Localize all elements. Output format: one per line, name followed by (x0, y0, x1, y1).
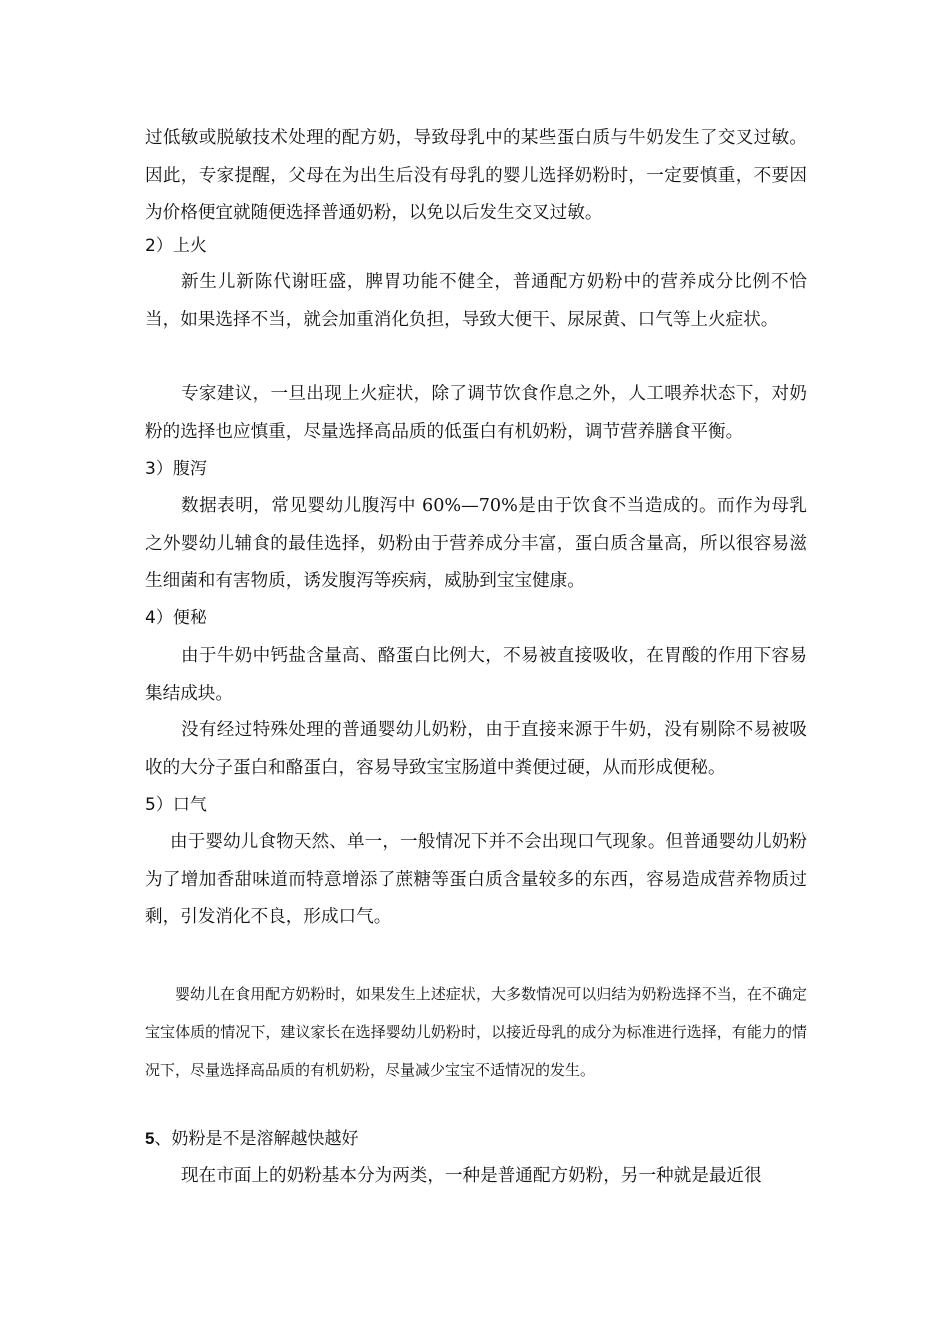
heading-breath: 5）口气 (145, 795, 207, 815)
heading-diarrhea: 3）腹泻 (145, 459, 207, 479)
heading-constipation: 4）便秘 (145, 608, 207, 628)
constipation-paragraph-2: 没有经过特殊处理的普通婴幼儿奶粉，由于直接来源于牛奶，没有剔除不易被吸收的大分子蛋白和酪蛋白，容易导致宝宝肠道中粪便过硬，从而形成便秘。 (145, 720, 807, 778)
section-heading (145, 1124, 358, 1154)
diarrhea-paragraph: 数据表明，常见婴幼儿腹泻中 60%—70%是由于饮食不当造成的。而作为母乳之外婴幼儿辅食的最佳选择，奶粉由于营养成分丰富，蛋白质含量高，所以很容易滋生细菌和有害物质，诱发腹泻等疾病，威胁到宝宝健康。 (145, 496, 807, 591)
summary-paragraph: 婴幼儿在食用配方奶粉时，如果发生上述症状，大多数情况可以归结为奶粉选择不当，在不确定宝宝体质的情况下，建议家长在选择婴幼儿奶粉时，以接近母乳的成分为标准进行选择，有能力的情况下，尽量选择高品质的有机奶粉，尽量减少宝宝不适情况的发生。 (145, 985, 807, 1079)
section-number: 5 (145, 1129, 155, 1148)
heat-paragraph-1: 新生儿新陈代谢旺盛，脾胃功能不健全，普通配方奶粉中的营养成分比例不恰当，如果选择不当，就会加重消化负担，导致大便干、尿尿黄、口气等上火症状。 (145, 272, 807, 330)
breath-paragraph: 由于婴幼儿食物天然、单一，一般情况下并不会出现口气现象。但普通婴幼儿奶粉为了增加香甜味道而特意增添了蔗糖等蛋白质含量较多的东西，容易造成营养物质过剩，引发消化不良，形成口气。 (145, 832, 807, 927)
section-title: 、奶粉是不是溶解越快越好 (154, 1129, 359, 1149)
heading-heat: 2）上火 (145, 236, 207, 256)
heat-paragraph-2: 专家建议，一旦出现上火症状，除了调节饮食作息之外，人工喂养状态下，对奶粉的选择也应慎重，尽量选择高品质的低蛋白有机奶粉，调节营养膳食平衡。 (145, 384, 807, 442)
intro-paragraph: 过低敏或脱敏技术处理的配方奶，导致母乳中的某些蛋白质与牛奶发生了交叉过敏。因此，专家提醒，父母在为出生后没有母乳的婴儿选择奶粉时，一定要慎重，不要因为价格便宜就随便选择普通奶粉，以免以后发生交叉过敏。 (145, 128, 807, 223)
constipation-paragraph-1: 由于牛奶中钙盐含量高、酪蛋白比例大，不易被直接吸收，在胃酸的作用下容易集结成块。 (145, 646, 807, 704)
last-paragraph: 现在市面上的奶粉基本分为两类，一种是普通配方奶粉，另一种就是最近很 (181, 1166, 762, 1186)
